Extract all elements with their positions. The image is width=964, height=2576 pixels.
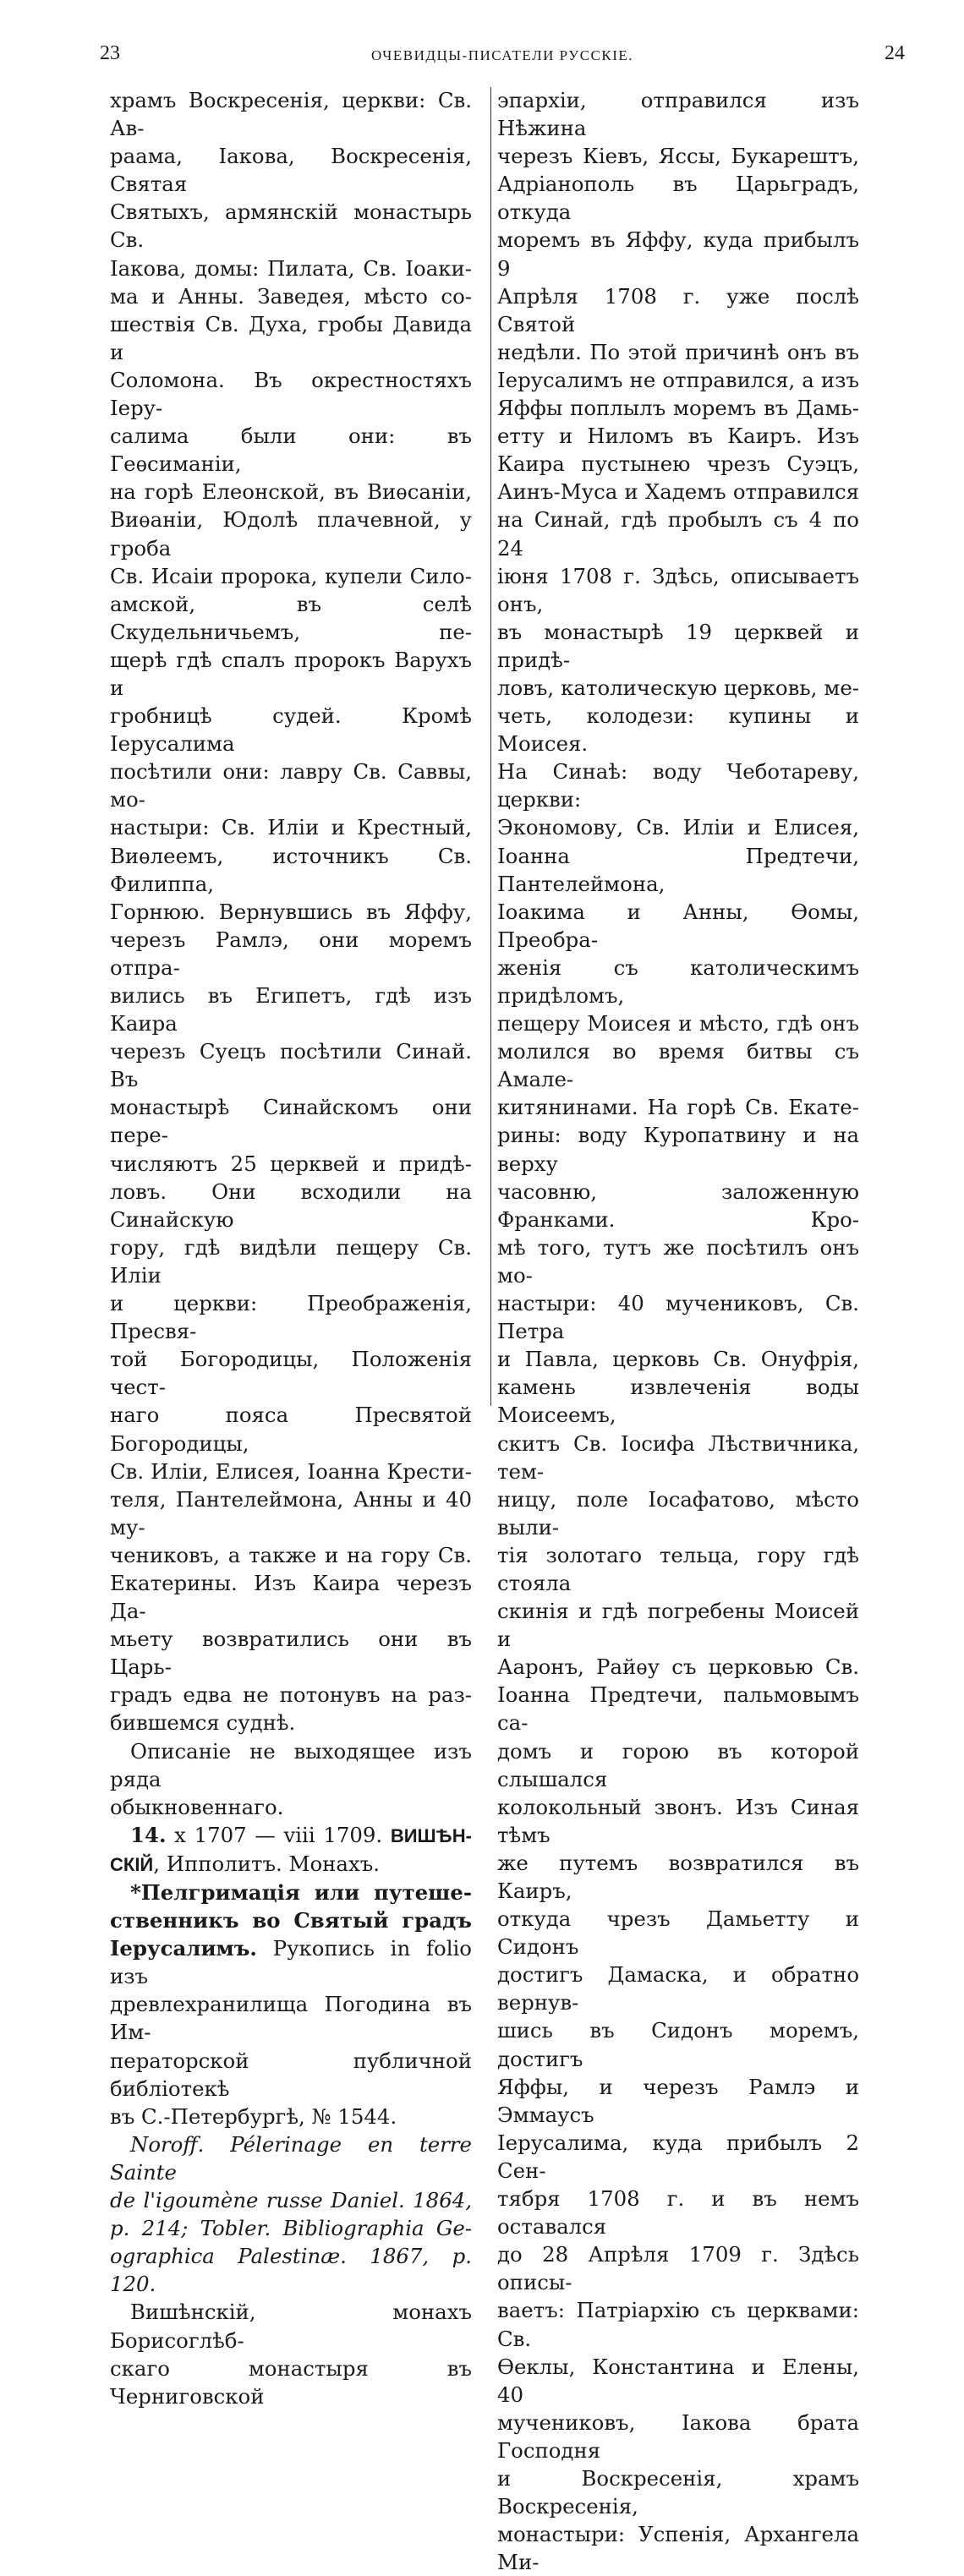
text-line: на горѣ Елеонской, въ Виѳсаніи, xyxy=(110,479,472,505)
text-line: градъ едва не потонувъ на раз- xyxy=(110,1682,472,1708)
text-line: Адріанополь въ Царьградъ, откуда xyxy=(497,172,859,225)
text-line: пещеру Моисея и мѣсто, гдѣ онъ xyxy=(497,1011,859,1036)
text-line: до 28 Апрѣля 1709 г. Здѣсь описы- xyxy=(497,2242,859,2295)
entry-references xyxy=(110,2130,472,2299)
text-line: Екатерины. Изъ Каира черезъ Да- xyxy=(110,1570,472,1624)
text-line: настыри: 40 мучениковъ, Св. Петра xyxy=(497,1291,859,1344)
text-line: той Богородицы, Положенія чест- xyxy=(110,1347,472,1400)
text-line: скитъ Св. Іосифа Лѣствичника, тем- xyxy=(497,1430,859,1484)
text-line: шись въ Сидонъ моремъ, достигъ xyxy=(497,2018,859,2071)
text-line: чениковъ, а также и на гору Св. xyxy=(110,1542,472,1567)
text-line: мучениковъ, Іакова брата Господня xyxy=(497,2409,859,2463)
reference-line: Noroff. Pélerinage en terre Sainte xyxy=(110,2131,472,2185)
right-page-number: 24 xyxy=(885,42,905,64)
reference-line: de l'igoumène russe Daniel. 1864, xyxy=(110,2188,472,2213)
text-line: монастырѣ Синайскомъ они пере- xyxy=(110,1095,472,1148)
text-line: въ монастырѣ 19 церквей и придѣ- xyxy=(497,619,859,672)
bibliography-entry xyxy=(110,1821,472,2410)
text-line: ловъ. Они всходили на Синайскую xyxy=(110,1179,472,1232)
text-line: храмъ Воскресенія, церкви: Св. Ав- xyxy=(110,88,472,141)
entry-manuscript-line3: ператорской публичной библіотекѣ xyxy=(110,2048,472,2101)
entry-heading-line1 xyxy=(110,1821,472,1850)
text-line: вились въ Египетъ, гдѣ изъ Каира xyxy=(110,983,472,1036)
text-line: черезъ Суецъ посѣтили Синай. Въ xyxy=(110,1039,472,1092)
text-line: Святыхъ, армянскій монастырь Св. xyxy=(110,200,472,253)
text-line: рины: воду Куропатвину и на верху xyxy=(497,1123,859,1176)
text-line: черезъ Кіевъ, Яссы, Букарештъ, xyxy=(497,144,859,169)
text-line: камень извлеченія воды Моисеемъ, xyxy=(497,1375,859,1428)
text-line: и Воскресенія, храмъ Воскресенія, xyxy=(497,2465,859,2519)
running-title: ОЧЕВИДЦЫ-ПИСАТЕЛИ РУССКІЕ. xyxy=(370,47,634,63)
text-line: Іакова, домы: Пилата, Св. Іоаки- xyxy=(110,255,472,281)
text-line: монастыри: Успенія, Архангела Ми- xyxy=(497,2522,859,2575)
reference-line: ographica Palestinæ. 1867, p. 120. xyxy=(110,2244,472,2297)
text-line: откуда чрезъ Дамьетту и Сидонъ xyxy=(497,1906,859,1960)
text-line: раама, Іакова, Воскресенія, Святая xyxy=(110,144,472,197)
text-line: Іоанна Предтечи, пальмовымъ са- xyxy=(497,1682,859,1736)
right-column-text xyxy=(497,86,859,2576)
text-line: колокольный звонъ. Изъ Синая тѣмъ xyxy=(497,1794,859,1847)
text-line: Ѳеклы, Константина и Елены, 40 xyxy=(497,2354,859,2407)
entry-manuscript: Рукопись in folio изъ xyxy=(110,1936,472,1989)
entry-title-line1: *Пелгримація или путеше- xyxy=(130,1880,472,1905)
text-line: достигъ Дамаска, и обратно вернув- xyxy=(497,1962,859,2015)
text-line: салима были они: въ Геѳсиманіи, xyxy=(110,424,472,477)
text-line: ловъ, католическую церковь, ме- xyxy=(497,675,859,700)
text-line: Соломона. Въ окрестностяхъ Іеру- xyxy=(110,367,472,421)
text-line: на Синай, гдѣ пробылъ съ 4 по 24 xyxy=(497,507,859,561)
entry-manuscript-line4: въ С.-Петербургѣ, № 1544. xyxy=(110,2103,397,2129)
text-line: ницу, поле Іосафатово, мѣсто выли- xyxy=(497,1486,859,1540)
text-line: моремъ въ Яффу, куда прибылъ 9 xyxy=(497,227,859,281)
text-line: бившемся суднѣ. xyxy=(110,1710,296,1736)
entry-author-surname: ВИШѢН- xyxy=(390,1824,472,1846)
text-line: Яффы, и черезъ Рамлэ и Эммаусъ xyxy=(497,2074,859,2127)
text-line: Апрѣля 1708 г. уже послѣ Святой xyxy=(497,283,859,336)
text-line: теля, Пантелеймона, Анны и 40 му- xyxy=(110,1486,472,1540)
entry-author-surname-cont: СКІЙ xyxy=(110,1853,154,1875)
text-line: числяютъ 25 церквей и придѣ- xyxy=(110,1151,472,1176)
text-line: недѣли. По этой причинѣ онъ въ xyxy=(497,339,859,364)
description-line: скаго монастыря въ Черниговской xyxy=(110,2355,472,2409)
text-line: Виѳлеемъ, источникъ Св. Филиппа, xyxy=(110,843,472,896)
reference-line: p. 214; Tobler. Bibliographia Ge- xyxy=(110,2216,472,2241)
text-line: мѣ того, тутъ же посѣтилъ онъ мо- xyxy=(497,1234,859,1288)
text-line: Экономову, Св. Иліи и Елисея, xyxy=(497,815,859,840)
text-line: Св. Иліи, Елисея, Іоанна Крести- xyxy=(110,1458,472,1484)
entry-description xyxy=(110,2298,472,2409)
entry-author-rest: , Ипполитъ. Монахъ. xyxy=(153,1851,380,1876)
text-line: Ааронъ, Райѳу съ церковью Св. xyxy=(497,1654,859,1680)
text-line: тія золотаго тельца, гору гдѣ стояла xyxy=(497,1542,859,1595)
entry-dates: x 1707 — viii 1709. xyxy=(166,1822,391,1847)
text-line: же путемъ возвратился въ Каиръ, xyxy=(497,1850,859,1903)
text-line: китянинами. На горѣ Св. Екате- xyxy=(497,1095,859,1120)
right-column xyxy=(497,86,859,2576)
text-line: Іерусалимъ не отправился, а изъ xyxy=(497,367,859,392)
text-line: черезъ Рамлэ, они моремъ отпра- xyxy=(110,927,472,980)
entry-manuscript-line2: древлехранилища Погодина въ Им- xyxy=(110,1992,472,2045)
text-line: Каира пустынею чрезъ Суэцъ, xyxy=(497,451,859,477)
text-line: ваетъ: Патріархію съ церквами: Св. xyxy=(497,2298,859,2351)
left-page-number: 23 xyxy=(100,42,120,64)
column-divider xyxy=(490,87,491,1406)
note-line: Описаніе не выходящее изъ ряда xyxy=(110,1738,472,1791)
text-line: молился во время битвы съ Амале- xyxy=(497,1039,859,1092)
text-line: шествія Св. Духа, гробы Давида и xyxy=(110,311,472,364)
text-line: Аинъ-Муса и Хадемъ отправился xyxy=(497,479,859,505)
text-line: тября 1708 г. и въ немъ оставался xyxy=(497,2186,859,2240)
text-line: Яффы поплылъ моремъ въ Дамь- xyxy=(497,396,859,421)
note-line: обыкновеннаго. xyxy=(110,1794,284,1819)
text-line: мьету возвратились они въ Царь- xyxy=(110,1627,472,1680)
text-line: эпархіи, отправился изъ Нѣжина xyxy=(497,88,859,141)
text-line: и Павла, церковь Св. Онуфрія, xyxy=(497,1347,859,1372)
text-line: іюня 1708 г. Здѣсь, описываетъ онъ, xyxy=(497,563,859,616)
text-line: Св. Исаіи пророка, купели Сило- xyxy=(110,563,472,588)
text-line: часовню, заложенную Франками. Кро- xyxy=(497,1179,859,1232)
text-line: скинія и гдѣ погребены Моисей и xyxy=(497,1599,859,1652)
description-line: Вишѣнскій, монахъ Борисоглѣб- xyxy=(110,2300,472,2353)
text-line: гробницѣ судей. Кромѣ Іерусалима xyxy=(110,703,472,757)
entry-title-line2: ственникъ во Святый градъ xyxy=(110,1908,472,1933)
left-column-text xyxy=(110,86,472,1737)
entry-title-line3 xyxy=(110,1934,472,1990)
text-line: щерѣ гдѣ спалъ пророкъ Варухъ и xyxy=(110,647,472,700)
text-line: ма и Анны. Заведея, мѣсто со- xyxy=(110,283,472,309)
text-line: На Синаѣ: воду Чеботареву, церкви: xyxy=(497,759,859,812)
text-line: четь, колодези: купины и Моисея. xyxy=(497,703,859,757)
text-line: Горнюю. Вернувшись въ Яффу, xyxy=(110,899,472,924)
entry-heading-line2 xyxy=(110,1850,472,1879)
description-note xyxy=(110,1737,472,1821)
text-line: настыри: Св. Иліи и Крестный, xyxy=(110,815,472,840)
text-line: амской, въ селѣ Скудельничьемъ, пе- xyxy=(110,591,472,644)
text-line: женія съ католическимъ придѣломъ, xyxy=(497,954,859,1008)
entry-title-end: Іерусалимъ. xyxy=(110,1936,257,1961)
text-line: етту и Ниломъ въ Каиръ. Изъ xyxy=(497,424,859,449)
page-header xyxy=(100,42,905,73)
text-line: гору, гдѣ видѣли пещеру Св. Иліи xyxy=(110,1234,472,1288)
text-line: Іоанна Предтечи, Пантелеймона, xyxy=(497,843,859,896)
left-column xyxy=(110,86,472,2410)
text-line: посѣтили они: лавру Св. Саввы, мо- xyxy=(110,759,472,812)
text-line: и церкви: Преображенія, Пресвя- xyxy=(110,1291,472,1344)
text-line: Іерусалима, куда прибылъ 2 Сен- xyxy=(497,2130,859,2183)
text-line: Виѳаніи, Юдолѣ плачевной, у гроба xyxy=(110,507,472,561)
text-line: домъ и горою въ которой слышался xyxy=(497,1738,859,1791)
text-line: наго пояса Пресвятой Богородицы, xyxy=(110,1403,472,1456)
text-line: Іоакима и Анны, Ѳомы, Преобра- xyxy=(497,899,859,952)
entry-number: 14. xyxy=(130,1822,167,1847)
